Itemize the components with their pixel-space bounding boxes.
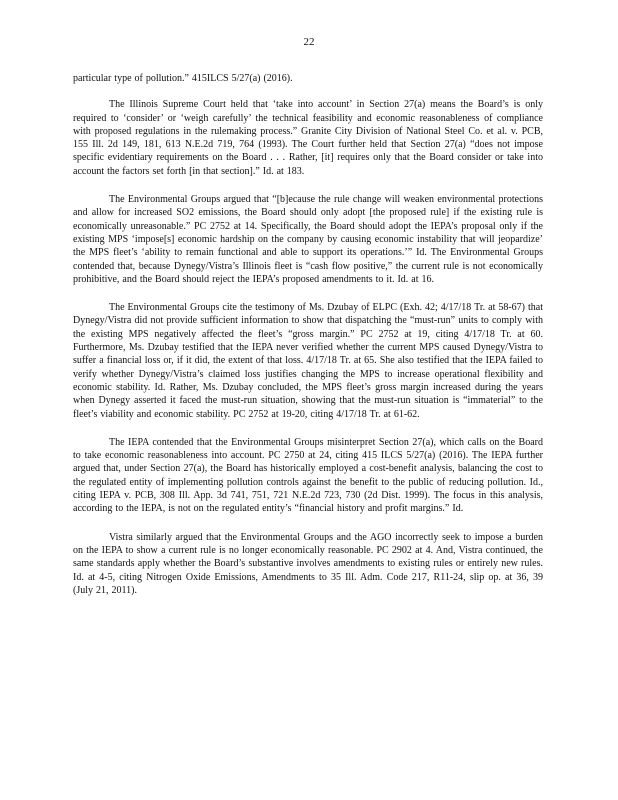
page-number: 22 — [303, 36, 315, 48]
paragraph-environmental-groups-argument: The Environmental Groups argued that “[b]ecause the rule change will weaken environmental protections and allow for increased SO2 emissions, the Board should only adopt [the proposed rule] if the existing rule is economically unreasonable.” PC 2752 at 14. Specifically, the Board should adopt the IEPA’s proposal only if the existing MPS ‘impose[s] economic hardship on the company by causing economic instability that will jeopardize’ the MPS fleet’s ‘ability to remain functional and able to support its operations.’” Id. The Environmental Groups contended that, because Dynegy/Vistra’s Illinois fleet is “cash flow positive,” the current rule is not economically prohibitive, and the Board should reject the IEPA’s proposed amendments to it. Id. at 16. — [73, 194, 543, 285]
paragraph-supreme-court: The Illinois Supreme Court held that ‘take into account’ in Section 27(a) means the Board’s is only required to ‘consider’ or ‘weigh carefully’ the technical feasibility and economic reasonableness of compliance with proposed regulations in the rulemaking process.” Granite City Division of National Steel Co. et al. v. PCB, 155 Ill. 2d 149, 181, 613 N.E.2d 719, 764 (1993). The Court further held that Section 27(a) “does not impose specific evidentiary requirements on the Board . . . Rather, [it] requires only that the Board consider or take into account the factors set forth [in that section].” Id. at 183. — [73, 99, 543, 177]
document-body — [73, 72, 543, 612]
paragraph-iepa-response: The IEPA contended that the Environmental Groups misinterpret Section 27(a), which calls on the Board to take economic reasonableness into account. PC 2750 at 24, citing 415 ILCS 5/27(a) (2016). The IEPA further argued that, under Section 27(a), the Board has historically employed a cost-benefit analysis, balancing the cost to the regulated entity of implementing pollution controls against the benefit to the public of reducing pollution. Id., citing IEPA v. PCB, 308 Ill. App. 3d 741, 751, 721 N.E.2d 723, 730 (2d Dist. 1999). The focus in this analysis, according to the IEPA, is not on the regulated entity’s “financial history and profit margins.” Id. — [73, 436, 543, 515]
paragraph-continuation: particular type of pollution.” 415ILCS 5/27(a) (2016). — [73, 73, 293, 84]
paragraph-dzubay-testimony: The Environmental Groups cite the testimony of Ms. Dzubay of ELPC (Exh. 42; 4/17/18 Tr. at 58-67) that Dynegy/Vistra did not provide sufficient information to show that dispatching the “must-run” units to comply with the existing MPS negatively affected the fleet’s “gross margin.” PC 2752 at 19, citing 4/17/18 Tr. at 60. Furthermore, Ms. Dzubay testified that the IEPA never verified whether the current MPS caused Dynegy/Vistra to suffer a financial loss or, if it did, the extent of that loss. 4/17/18 Tr. at 65. She also testified that the IEPA failed to verify whether Dynegy/Vistra’s claimed loss justifies changing the MPS to increase operational flexibility and economic stability. Id. Rather, Ms. Dzubay concluded, the MPS fleet’s gross margin increased during the years when Dynegy asserted it faced the must-run situation, showing that the must-run situation is “immaterial” to the fleet’s viability and economic stability. PC 2752 at 19-20, citing 4/17/18 Tr. at 61-62. — [73, 302, 544, 420]
paragraph-vistra-argument: Vistra similarly argued that the Environmental Groups and the AGO incorrectly seek to impose a burden on the IEPA to show a current rule is no longer economically reasonable. PC 2902 at 4. And, Vistra continued, the same standards apply whether the Board’s substantive involves amendments to existing rules or entirely new rules. Id. at 4-5, citing Nitrogen Oxide Emissions, Amendments to 35 Ill. Adm. Code 217, R11-24, slip op. at 36, 39 (July 21, 2011). — [73, 531, 543, 596]
